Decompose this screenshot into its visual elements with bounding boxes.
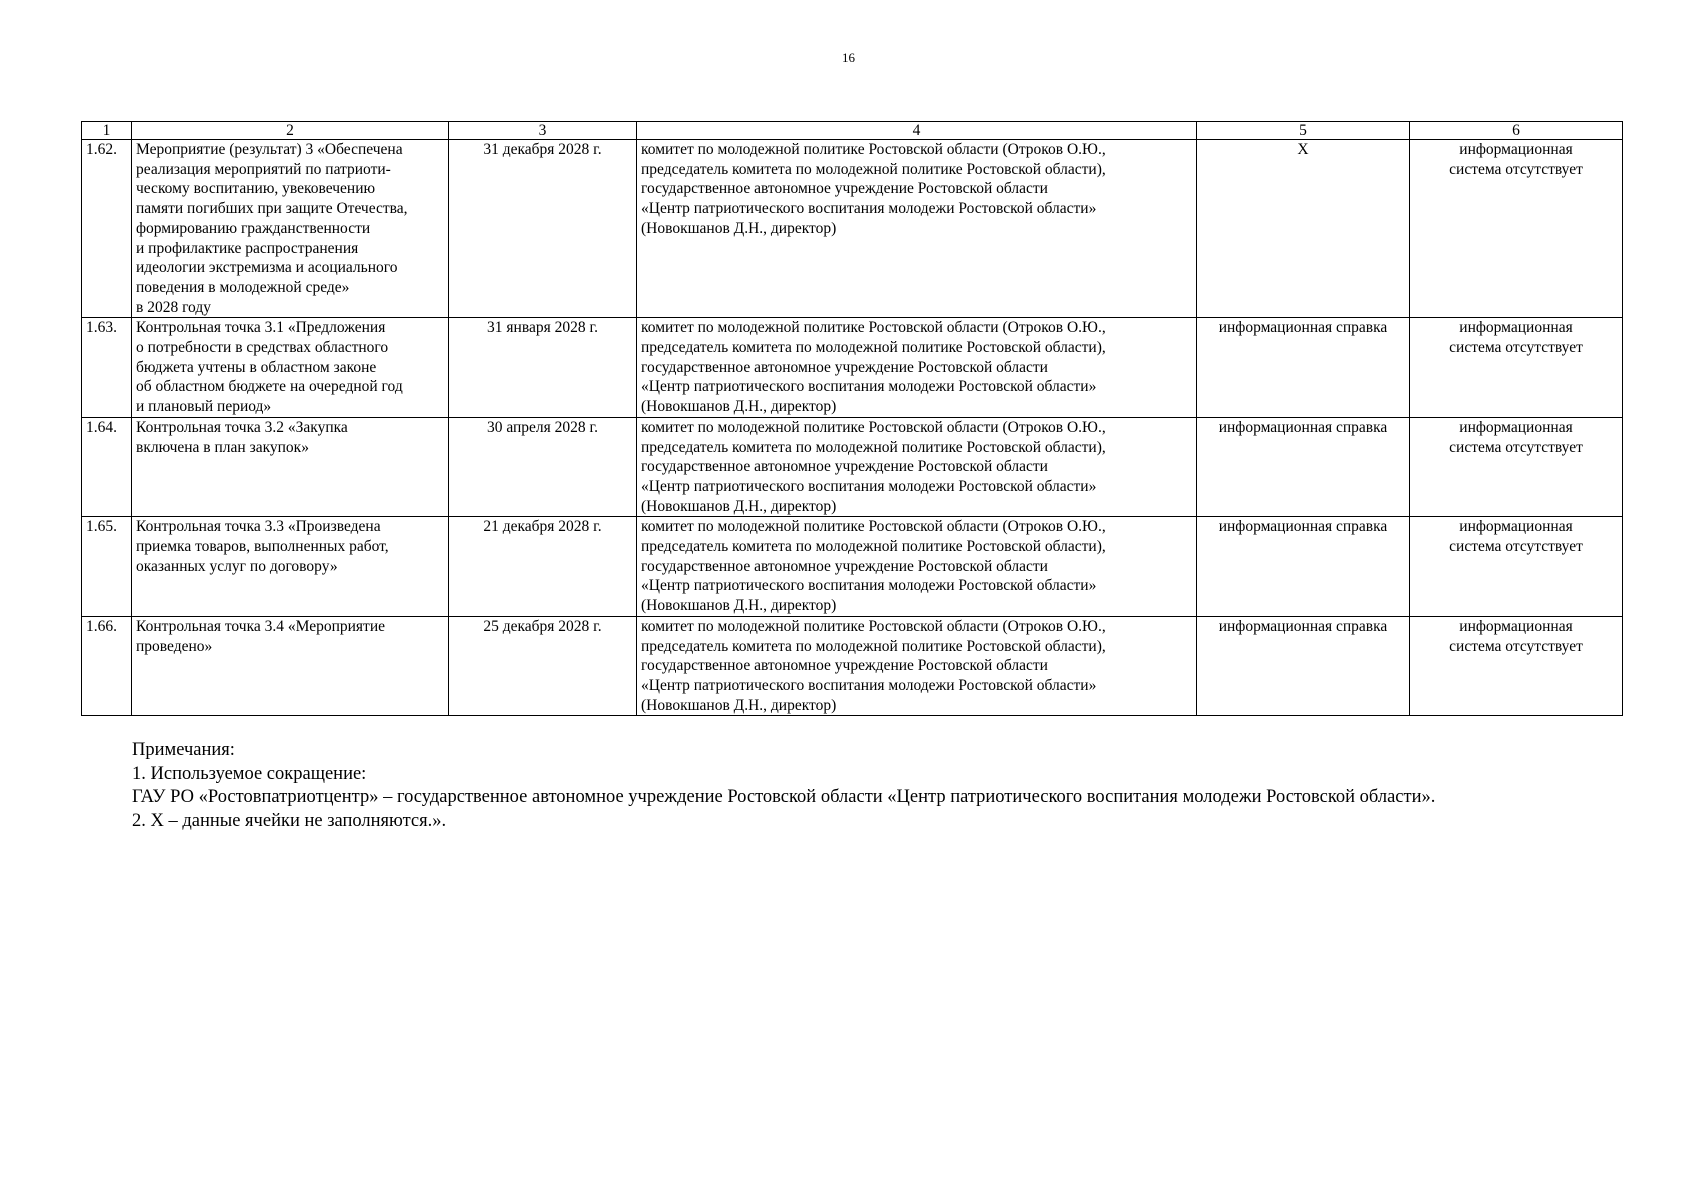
event-name-line: и плановый период» (136, 398, 272, 416)
responsible-line: государственное автономное учреждение Ростовской области (641, 557, 1048, 575)
responsible-line: председатель комитета по молодежной политике Ростовской области), (641, 637, 1106, 655)
column-number: 2 (132, 122, 449, 140)
responsible-line: «Центр патриотического воспитания молодежи Ростовской области» (641, 200, 1097, 218)
deadline-date: 30 апреля 2028 г. (486, 418, 599, 436)
event-name-line: формированию гражданственности (136, 219, 371, 237)
responsible-line: государственное автономное учреждение Ростовской области (641, 657, 1048, 675)
event-name-line: идеологии экстремизма и асоциального (136, 259, 398, 277)
event-name-line: Контрольная точка 3.4 «Мероприятие (136, 617, 385, 635)
deadline-cell (449, 318, 637, 418)
info-system-line: информационная (1459, 518, 1573, 536)
column-number: 5 (1197, 122, 1410, 140)
responsible-line: (Новокшанов Д.Н., директор) (641, 597, 837, 615)
event-name-line: поведения в молодежной среде» (136, 278, 350, 296)
event-name-line: Контрольная точка 3.2 «Закупка (136, 418, 348, 436)
info-system-line: система отсутствует (1449, 160, 1583, 178)
info-system-line: система отсутствует (1449, 339, 1583, 357)
responsible-line: председатель комитета по молодежной политике Ростовской области), (641, 538, 1106, 556)
event-name-line: Контрольная точка 3.1 «Предложения (136, 319, 386, 337)
row-number: 1.63. (86, 319, 117, 337)
responsible-line: «Центр патриотического воспитания молодежи Ростовской области» (641, 477, 1097, 495)
responsible-cell (637, 616, 1197, 716)
responsible-cell (637, 517, 1197, 617)
row-number-cell (82, 517, 132, 617)
document-type-cell (1197, 417, 1410, 517)
responsible-line: комитет по молодежной политике Ростовской области (Отроков О.Ю., (641, 319, 1106, 337)
event-name-line: Мероприятие (результат) 3 «Обеспечена (136, 141, 403, 158)
responsible-line: председатель комитета по молодежной политике Ростовской области), (641, 160, 1106, 178)
responsible-line: государственное автономное учреждение Ростовской области (641, 358, 1048, 376)
deadline-date: 25 декабря 2028 г. (483, 617, 602, 635)
info-system-cell (1410, 318, 1623, 418)
responsible-line: государственное автономное учреждение Ростовской области (641, 180, 1048, 198)
event-name-line: реализация мероприятий по патриоти- (136, 160, 391, 178)
info-system-cell (1410, 140, 1623, 318)
event-name-cell (132, 140, 449, 318)
event-name-line: бюджета учтены в областном законе (136, 358, 377, 376)
note-item: 2. X – данные ячейки не заполняются.». (132, 810, 447, 831)
plan-table-body (82, 122, 1623, 716)
deadline-date: 31 января 2028 г. (487, 319, 598, 337)
responsible-cell (637, 140, 1197, 318)
document-type-cell (1197, 140, 1410, 318)
row-number: 1.66. (86, 617, 117, 635)
deadline-cell (449, 517, 637, 617)
info-system-line: система отсутствует (1449, 538, 1583, 556)
event-name-line: в 2028 году (136, 298, 211, 316)
event-name-line: приемка товаров, выполненных работ, (136, 538, 389, 556)
event-name-line: включена в план закупок» (136, 438, 309, 456)
responsible-line: государственное автономное учреждение Ростовской области (641, 458, 1048, 476)
row-number: 1.62. (86, 141, 117, 158)
event-name-cell (132, 318, 449, 418)
note-item: ГАУ РО «Ростовпатриотцентр» – государственное автономное учреждение Ростовской области «Центр патриотического воспитания молодежи Ростовской области». (132, 787, 1436, 807)
responsible-line: комитет по молодежной политике Ростовской области (Отроков О.Ю., (641, 418, 1106, 436)
event-name-cell (132, 517, 449, 617)
event-name-line: Контрольная точка 3.3 «Произведена (136, 518, 381, 536)
deadline-cell (449, 140, 637, 318)
responsible-line: (Новокшанов Д.Н., директор) (641, 696, 837, 714)
plan-table (81, 121, 1623, 716)
info-system-cell (1410, 517, 1623, 617)
responsible-line: (Новокшанов Д.Н., директор) (641, 398, 837, 416)
info-system-line: информационная (1459, 418, 1573, 436)
table-row (82, 517, 1623, 617)
responsible-cell (637, 318, 1197, 418)
responsible-line: (Новокшанов Д.Н., директор) (641, 497, 837, 515)
deadline-date: 31 декабря 2028 г. (483, 141, 602, 158)
column-number: 4 (637, 122, 1197, 140)
info-system-line: система отсутствует (1449, 438, 1583, 456)
event-name-line: проведено» (136, 637, 213, 655)
info-system-cell (1410, 417, 1623, 517)
info-system-line: информационная (1459, 319, 1573, 337)
document-type: X (1297, 141, 1309, 158)
document-type-cell (1197, 616, 1410, 716)
column-number: 1 (82, 122, 132, 140)
document-type-cell (1197, 318, 1410, 418)
column-number: 3 (449, 122, 637, 140)
note-item: 1. Используемое сокращение: (132, 763, 367, 784)
responsible-line: «Центр патриотического воспитания молодежи Ростовской области» (641, 378, 1097, 396)
row-number-cell (82, 616, 132, 716)
row-number-cell (82, 318, 132, 418)
deadline-cell (449, 417, 637, 517)
row-number-cell (82, 417, 132, 517)
responsible-line: (Новокшанов Д.Н., директор) (641, 219, 837, 237)
document-type: информационная справка (1218, 617, 1388, 635)
event-name-cell (132, 417, 449, 517)
table-row (82, 616, 1623, 716)
info-system-cell (1410, 616, 1623, 716)
responsible-line: комитет по молодежной политике Ростовской области (Отроков О.Ю., (641, 617, 1106, 635)
document-type: информационная справка (1218, 418, 1388, 436)
event-name-line: ческому воспитанию, увековечению (136, 180, 376, 198)
responsible-line: «Центр патриотического воспитания молодежи Ростовской области» (641, 676, 1097, 694)
responsible-line: комитет по молодежной политике Ростовской области (Отроков О.Ю., (641, 518, 1106, 536)
document-type: информационная справка (1218, 518, 1388, 536)
row-number: 1.65. (86, 518, 117, 536)
event-name-cell (132, 616, 449, 716)
deadline-cell (449, 616, 637, 716)
info-system-line: информационная (1459, 617, 1573, 635)
responsible-cell (637, 417, 1197, 517)
page-number: 16 (842, 50, 855, 65)
event-name-line: об областном бюджете на очередной год (136, 378, 403, 396)
event-name-line: оказанных услуг по договору» (136, 557, 338, 575)
responsible-line: комитет по молодежной политике Ростовской области (Отроков О.Ю., (641, 141, 1106, 158)
notes-title: Примечания: (132, 740, 235, 760)
responsible-line: председатель комитета по молодежной политике Ростовской области), (641, 339, 1106, 357)
document-type: информационная справка (1218, 319, 1388, 337)
table-row (82, 318, 1623, 418)
table-row (82, 140, 1623, 318)
event-name-line: и профилактике распространения (136, 239, 359, 257)
event-name-line: памяти погибших при защите Отечества, (136, 200, 408, 218)
info-system-line: система отсутствует (1449, 637, 1583, 655)
info-system-line: информационная (1459, 141, 1573, 158)
row-number: 1.64. (86, 418, 117, 436)
responsible-line: «Центр патриотического воспитания молодежи Ростовской области» (641, 577, 1097, 595)
table-row (82, 417, 1623, 517)
document-type-cell (1197, 517, 1410, 617)
column-number-row (82, 122, 1623, 140)
responsible-line: председатель комитета по молодежной политике Ростовской области), (641, 438, 1106, 456)
event-name-line: о потребности в средствах областного (136, 339, 389, 357)
row-number-cell (82, 140, 132, 318)
deadline-date: 21 декабря 2028 г. (483, 518, 602, 536)
notes-section (132, 739, 1435, 833)
column-number: 6 (1410, 122, 1623, 140)
